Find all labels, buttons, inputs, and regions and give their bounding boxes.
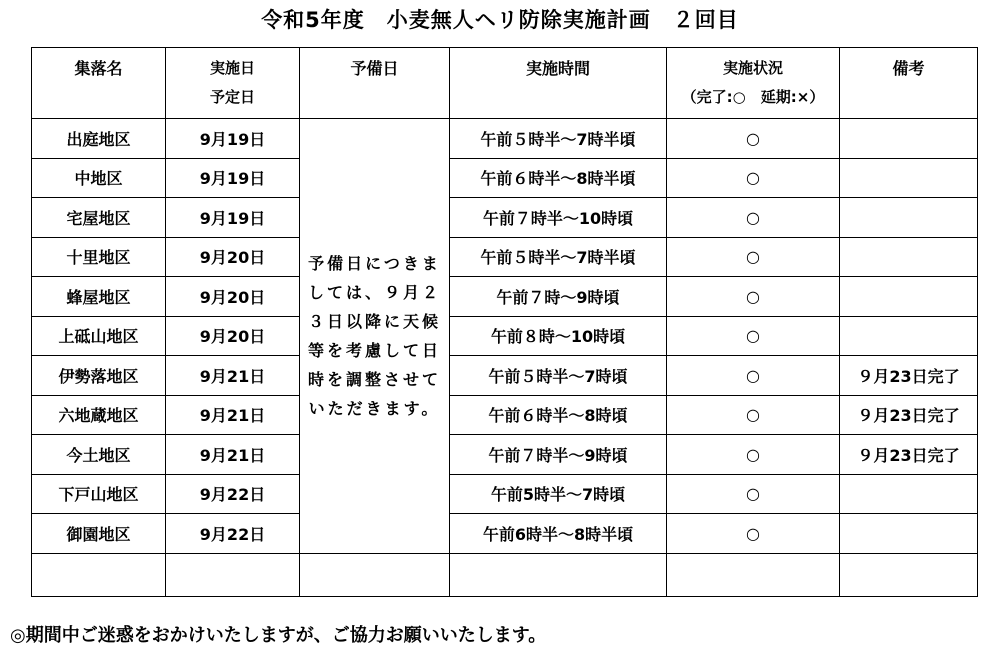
remarks-cell [840, 119, 978, 159]
village-cell: 出庭地区 [32, 119, 166, 159]
remarks-cell [840, 158, 978, 198]
date-cell: 9月19日 [166, 119, 300, 159]
time-cell: 午前５時半～7時半頃 [450, 237, 667, 277]
village-cell: 中地区 [32, 158, 166, 198]
table-row [32, 316, 978, 356]
header-status-line1: 実施状況 [722, 59, 783, 77]
header-date-line1: 実施日 [209, 59, 255, 77]
status-cell: ○ [667, 395, 840, 435]
reserve-note-cell: 予備日につきましては、９月２３日以降に天候等を考慮して日時を調整させていただきます。 [300, 119, 450, 554]
status-cell: ○ [667, 237, 840, 277]
date-cell: 9月19日 [166, 158, 300, 198]
date-cell: 9月20日 [166, 277, 300, 317]
remarks-cell [840, 316, 978, 356]
remarks-cell [840, 474, 978, 514]
status-cell: ○ [667, 514, 840, 554]
village-cell: 下戸山地区 [32, 474, 166, 514]
time-cell: 午前6時半～8時半頃 [450, 514, 667, 554]
village-cell: 六地蔵地区 [32, 395, 166, 435]
village-cell: 御園地区 [32, 514, 166, 554]
table-row [32, 395, 978, 435]
time-cell: 午前８時～10時頃 [450, 316, 667, 356]
date-cell: 9月21日 [166, 356, 300, 396]
date-cell: 9月22日 [166, 474, 300, 514]
table-row [32, 198, 978, 238]
remarks-cell [840, 237, 978, 277]
header-village: 集落名 [32, 48, 166, 119]
status-cell: ○ [667, 119, 840, 159]
reserve-cell [300, 553, 450, 596]
table-row [32, 474, 978, 514]
status-cell: ○ [667, 435, 840, 475]
header-row [32, 48, 978, 119]
header-reserve: 予備日 [300, 48, 450, 119]
table-row [32, 553, 978, 596]
table-row [32, 514, 978, 554]
footer-note: ◎期間中ご迷惑をおかけいたしますが、ご協力お願いいたします。 [10, 625, 547, 646]
header-date [166, 48, 300, 119]
village-cell: 十里地区 [32, 237, 166, 277]
date-cell: 9月20日 [166, 237, 300, 277]
table-row [32, 277, 978, 317]
time-cell: 午前７時半～9時頃 [450, 435, 667, 475]
village-cell [32, 553, 166, 596]
status-cell: ○ [667, 474, 840, 514]
remarks-cell [840, 553, 978, 596]
status-cell: ○ [667, 316, 840, 356]
remarks-cell: ９月23日完了 [840, 435, 978, 475]
remarks-cell: ９月23日完了 [840, 395, 978, 435]
schedule-table [31, 47, 978, 597]
table-row [32, 237, 978, 277]
header-date-line2: 予定日 [209, 88, 255, 106]
header-status-line2: （完了:○ 延期:×） [681, 88, 825, 106]
time-cell: 午前７時～9時頃 [450, 277, 667, 317]
status-cell: ○ [667, 158, 840, 198]
table-row [32, 119, 978, 159]
remarks-cell [840, 277, 978, 317]
header-time: 実施時間 [450, 48, 667, 119]
village-cell: 今土地区 [32, 435, 166, 475]
remarks-cell [840, 514, 978, 554]
remarks-cell [840, 198, 978, 238]
status-cell [667, 553, 840, 596]
village-cell: 蜂屋地区 [32, 277, 166, 317]
time-cell: 午前５時半～7時頃 [450, 356, 667, 396]
time-cell: 午前5時半～7時頃 [450, 474, 667, 514]
table-row [32, 158, 978, 198]
status-cell: ○ [667, 198, 840, 238]
date-cell: 9月19日 [166, 198, 300, 238]
date-cell: 9月21日 [166, 395, 300, 435]
village-cell: 伊勢落地区 [32, 356, 166, 396]
date-cell [166, 553, 300, 596]
village-cell: 宅屋地区 [32, 198, 166, 238]
status-cell: ○ [667, 356, 840, 396]
time-cell: 午前６時半～8時半頃 [450, 158, 667, 198]
time-cell: 午前６時半～8時頃 [450, 395, 667, 435]
header-remarks: 備考 [840, 48, 978, 119]
time-cell: 午前５時半～7時半頃 [450, 119, 667, 159]
page-title: 令和5年度 小麦無人ヘリ防除実施計画 ２回目 [261, 8, 739, 32]
village-cell: 上砥山地区 [32, 316, 166, 356]
remarks-cell: ９月23日完了 [840, 356, 978, 396]
table-row [32, 356, 978, 396]
status-cell: ○ [667, 277, 840, 317]
table-row [32, 435, 978, 475]
time-cell [450, 553, 667, 596]
date-cell: 9月22日 [166, 514, 300, 554]
date-cell: 9月21日 [166, 435, 300, 475]
header-status [667, 48, 840, 119]
time-cell: 午前７時半～10時頃 [450, 198, 667, 238]
date-cell: 9月20日 [166, 316, 300, 356]
